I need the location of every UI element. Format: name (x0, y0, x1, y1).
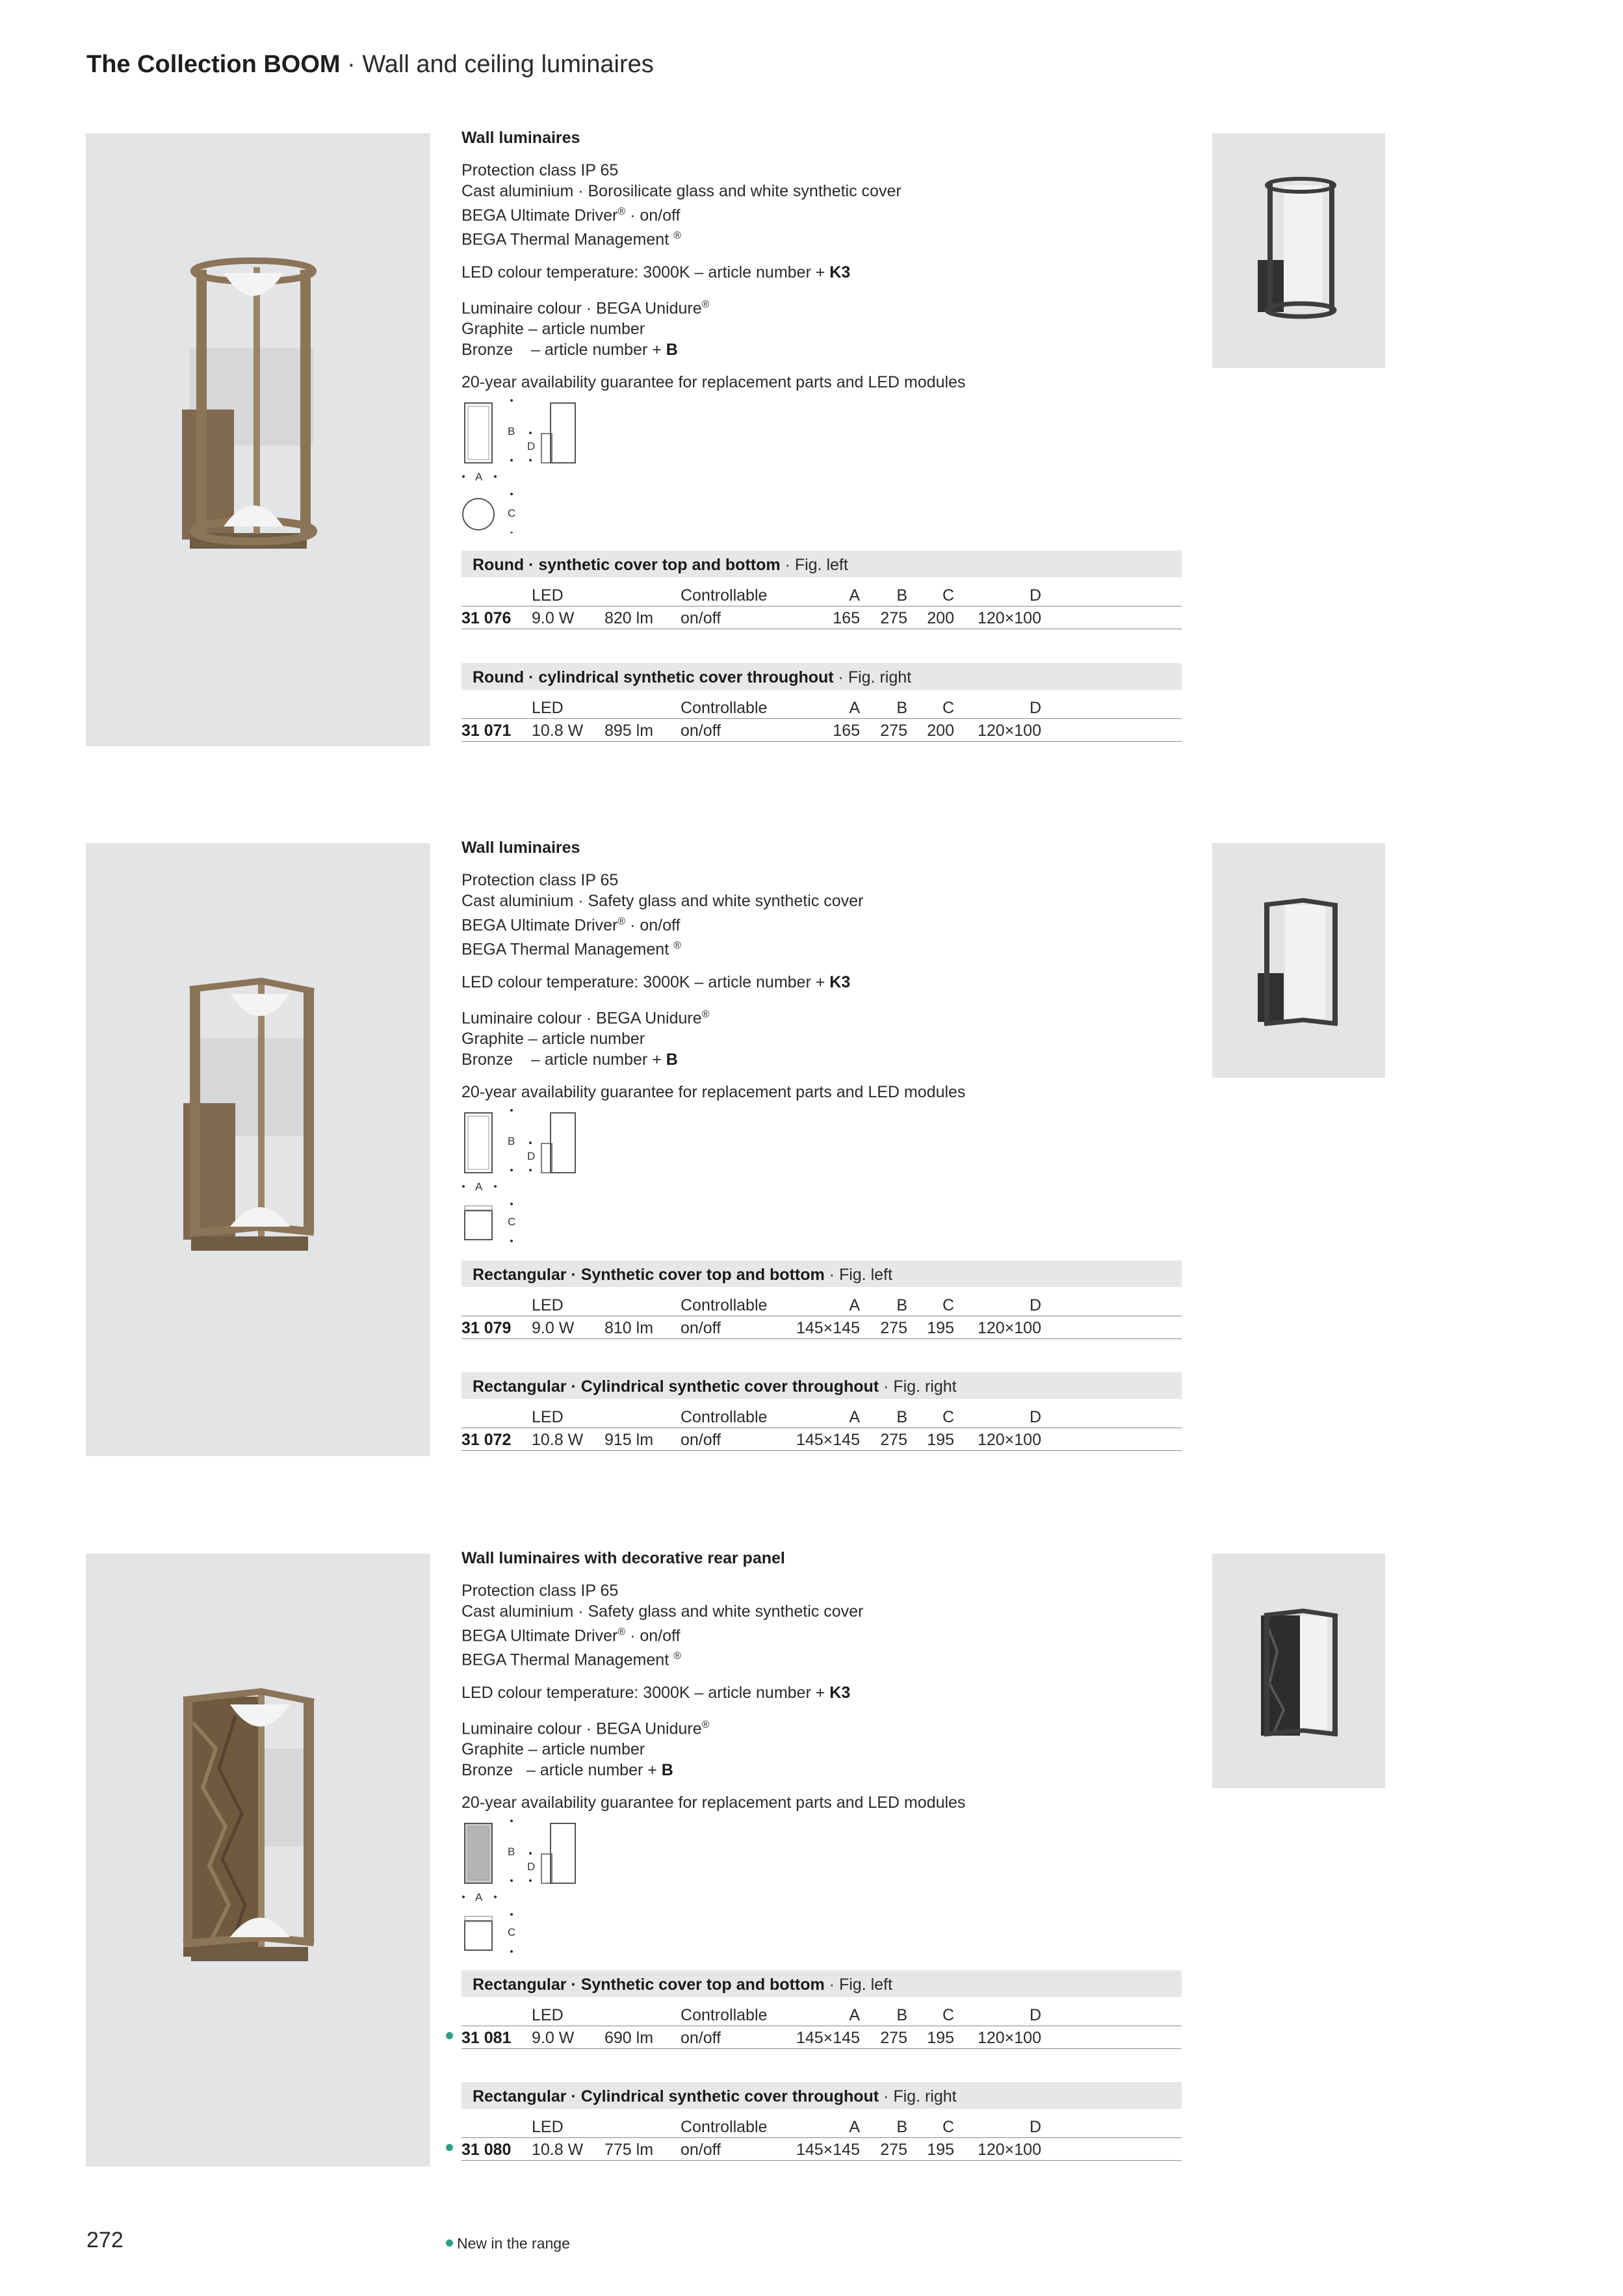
legend-label: New in the range (457, 2235, 570, 2252)
page-title (86, 51, 654, 79)
driver-line: BEGA Ultimate Driver® · on/off (461, 916, 681, 935)
thermal-line: BEGA Thermal Management ® (461, 230, 681, 249)
column-headers: LED Controllable A B C D (461, 696, 1182, 719)
dim-label-d: D (527, 1150, 536, 1162)
category-name: · Wall and ceiling luminaires (347, 51, 654, 78)
led-temperature: LED colour temperature: 3000K – article number + K3 (461, 1683, 851, 1702)
dim-label-a: A (475, 1181, 483, 1193)
product-photo-rear-panel-bronze (86, 1554, 430, 2167)
table-header: Rectangular · Cylindrical synthetic cover throughout · Fig. right (461, 1372, 1182, 1399)
dim-label-a: A (475, 1891, 483, 1903)
section-title: Wall luminaires (461, 839, 580, 857)
protection-class: Protection class IP 65 (461, 871, 619, 889)
guarantee: 20-year availability guarantee for replacement parts and LED modules (461, 372, 966, 391)
section-title: Wall luminaires (461, 129, 580, 147)
product-photo-rect-graphite (1212, 843, 1385, 1078)
table-row: 31 080 10.8 W 775 lm on/off 145×145 275 195 120×100 (461, 2138, 1182, 2161)
dim-label-d: D (527, 440, 536, 452)
colour-bronze: Bronze – article number + B (461, 1760, 673, 1779)
column-headers: LED Controllable A B C D (461, 584, 1182, 607)
luminaire-colour: Luminaire colour · BEGA Unidure® (461, 1008, 710, 1027)
spec-block (461, 870, 965, 1102)
column-headers: LED Controllable A B C D (461, 1294, 1182, 1316)
material: Cast aluminium · Safety glass and white synthetic cover (461, 1602, 864, 1621)
new-in-range-dot (446, 2239, 453, 2247)
table-header: Round · cylindrical synthetic cover throughout · Fig. right (461, 663, 1182, 690)
colour-bronze: Bronze – article number + B (461, 340, 678, 359)
product-photo-round-bronze (86, 133, 430, 746)
driver-line: BEGA Ultimate Driver® · on/off (461, 206, 681, 225)
dimension-diagram (458, 1103, 601, 1243)
colour-graphite: Graphite – article number (461, 319, 645, 338)
table-row: 31 071 10.8 W 895 lm on/off 165 275 200 120×100 (461, 719, 1182, 742)
driver-line: BEGA Ultimate Driver® · on/off (461, 1626, 681, 1645)
product-photo-rear-panel-graphite (1212, 1554, 1385, 1788)
table-header: Rectangular · Synthetic cover top and bottom · Fig. left (461, 1260, 1182, 1287)
dim-label-c: C (508, 1216, 516, 1228)
new-in-range-dot (446, 2144, 453, 2151)
column-headers: LED Controllable A B C D (461, 2115, 1182, 2138)
luminaire-colour: Luminaire colour · BEGA Unidure® (461, 298, 710, 317)
article-table (461, 551, 1182, 629)
colour-bronze: Bronze – article number + B (461, 1050, 678, 1069)
dimension-diagram (458, 393, 601, 533)
colour-graphite: Graphite – article number (461, 1740, 645, 1758)
dim-label-b: B (508, 1846, 515, 1858)
new-in-range-dot (446, 2032, 453, 2039)
article-number: 31 080 (461, 2141, 512, 2159)
table-row: 31 079 9.0 W 810 lm on/off 145×145 275 195 120×100 (461, 1316, 1182, 1339)
dim-label-b: B (508, 425, 515, 437)
column-headers: LED Controllable A B C D (461, 1405, 1182, 1428)
page-number: 272 (86, 2228, 123, 2252)
table-header: Rectangular · Synthetic cover top and bottom · Fig. left (461, 1970, 1182, 1997)
product-photo-round-graphite (1212, 133, 1385, 368)
article-table (461, 663, 1182, 742)
table-header: Round · synthetic cover top and bottom · Fig. left (461, 551, 1182, 577)
material: Cast aluminium · Safety glass and white synthetic cover (461, 892, 864, 910)
protection-class: Protection class IP 65 (461, 1582, 619, 1600)
article-table (461, 1970, 1182, 2049)
led-temperature: LED colour temperature: 3000K – article number + K3 (461, 263, 851, 281)
table-row: 31 072 10.8 W 915 lm on/off 145×145 275 195 120×100 (461, 1428, 1182, 1451)
product-photo-rect-bronze (86, 843, 430, 1456)
guarantee: 20-year availability guarantee for replacement parts and LED modules (461, 1082, 966, 1101)
collection-name: The Collection BOOM (86, 51, 341, 78)
dim-label-c: C (508, 1926, 516, 1938)
article-number: 31 079 (461, 1319, 512, 1337)
article-number: 31 071 (461, 722, 512, 740)
material: Cast aluminium · Borosilicate glass and white synthetic cover (461, 182, 902, 200)
article-table (461, 2082, 1182, 2161)
article-table (461, 1260, 1182, 1339)
guarantee: 20-year availability guarantee for replacement parts and LED modules (461, 1793, 966, 1812)
dimension-diagram (458, 1814, 601, 1953)
table-row: 31 081 9.0 W 690 lm on/off 145×145 275 195 120×100 (461, 2026, 1182, 2049)
thermal-line: BEGA Thermal Management ® (461, 1650, 681, 1669)
column-headers: LED Controllable A B C D (461, 2003, 1182, 2026)
dim-label-a: A (475, 471, 483, 483)
protection-class: Protection class IP 65 (461, 161, 619, 179)
dim-label-b: B (508, 1135, 515, 1147)
luminaire-colour: Luminaire colour · BEGA Unidure® (461, 1719, 710, 1738)
section-title: Wall luminaires with decorative rear panel (461, 1549, 785, 1567)
article-number: 31 081 (461, 2029, 512, 2047)
spec-block (461, 1580, 965, 1813)
new-in-range-legend (446, 2235, 570, 2252)
spec-block (461, 160, 965, 393)
thermal-line: BEGA Thermal Management ® (461, 940, 681, 959)
article-number: 31 076 (461, 609, 512, 627)
table-row: 31 076 9.0 W 820 lm on/off 165 275 200 120×100 (461, 607, 1182, 629)
led-temperature: LED colour temperature: 3000K – article number + K3 (461, 972, 851, 991)
colour-graphite: Graphite – article number (461, 1029, 645, 1048)
article-number: 31 072 (461, 1431, 512, 1449)
article-table (461, 1372, 1182, 1451)
table-header: Rectangular · Cylindrical synthetic cover throughout · Fig. right (461, 2082, 1182, 2109)
dim-label-c: C (508, 507, 516, 519)
dim-label-d: D (527, 1860, 536, 1873)
